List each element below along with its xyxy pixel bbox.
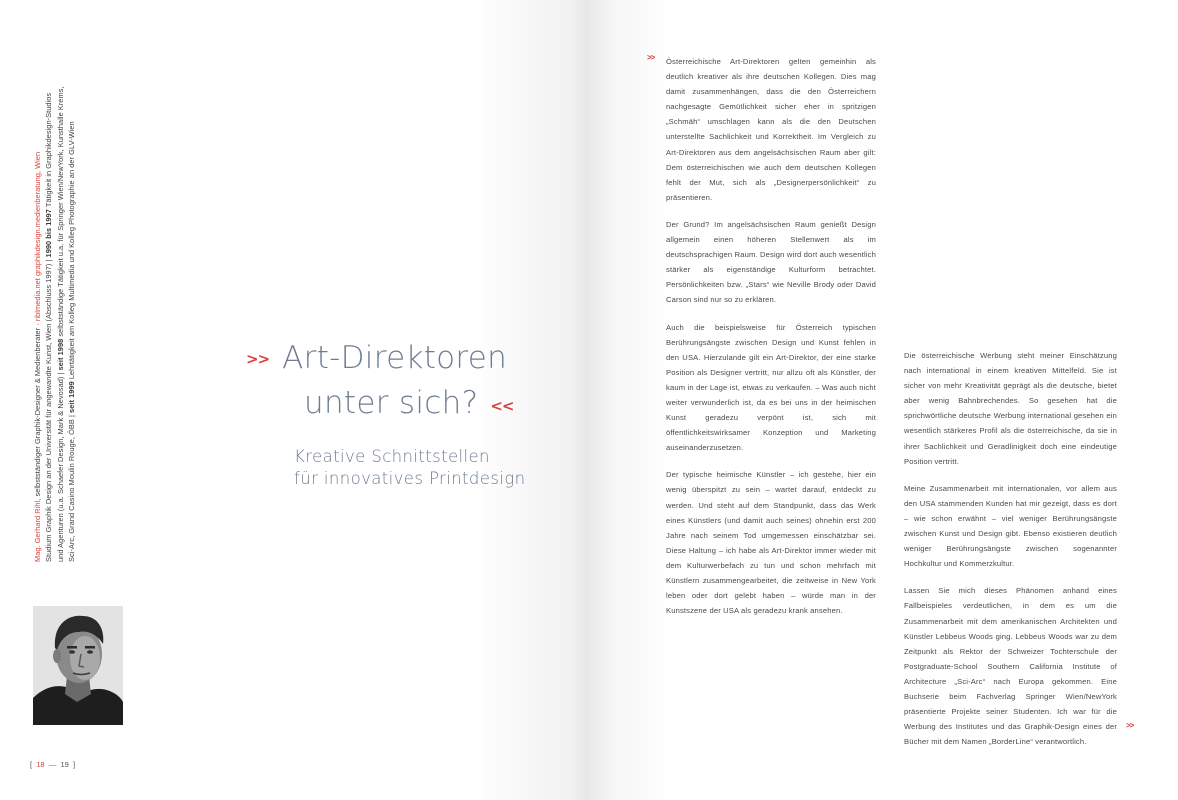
bio-text: Studium Graphik Design an der Universität für angewandte Kunst, Wien (Abschluss 1997) | <box>44 257 54 562</box>
continue-marker-icon: >> <box>1126 721 1134 730</box>
headline-line-2 <box>246 383 586 428</box>
page-numbers <box>30 760 75 769</box>
right-page-number: 19 <box>60 760 69 769</box>
subheadline-line-2: für innovatives Printdesign <box>294 469 526 488</box>
author-portrait <box>33 606 123 725</box>
author-role: selbstständiger Graphik-Designer & Medienberater · <box>33 321 42 499</box>
text-column-left <box>666 54 876 630</box>
bio-year: seit 1999 <box>67 381 77 413</box>
bio-line-4 <box>66 42 77 562</box>
folio-bracket: [ <box>30 760 33 769</box>
chevron-open-icon: >> <box>246 350 270 368</box>
article-headline <box>246 338 586 490</box>
bio-text: Lehrtätigkeit am Kolleg Multimedia und Kolleg Photographie an der GLV-Wien <box>67 121 77 382</box>
bio-line-2 <box>43 42 54 562</box>
bio-year: 1990 bis 1997 <box>44 209 54 258</box>
bio-line-3 <box>55 42 66 562</box>
bio-year: seit 1998 <box>55 338 65 371</box>
paragraph: Österreichische Art-Direktoren gelten gemeinhin als deutlich kreativer als ihre deutschen Kollegen. Dies mag damit zusammenhängen, dass die den Österreichern nachgesagte Gemütlichkeit sicher eher in spritzigen „Schmäh“ umschlagen kann als die den Deutschen unterstellte Sachlichkeit und Korrektheit. Im Vergleich zu Art-Direktoren aus dem angelsächsischen Raum aber gilt: Dem österreichischen wie auch dem deutschen Kollegen fehlt der Mut, sich als „Designerpersönlichkeit“ zu präsentieren. <box>666 57 876 202</box>
subheadline <box>246 446 586 490</box>
left-page-number: 18 <box>36 760 45 769</box>
bio-text: selbstständige Tätigkeit u.a. für Springer Wien/NewYork, Kunsthalle Krems, <box>55 86 65 339</box>
bio-line-1 <box>32 42 43 562</box>
paragraph: Lassen Sie mich dieses Phänomen anhand eines Fallbeispieles verdeutlichen, in dem es um die Zusammenarbeit mit dem amerikanischen Architekten und Künstler Lebbeus Woods ging. Lebbeus Woods war zu dem Zeitpunkt als Rektor der Schweizer Tochterschule der Postgraduate-School Southern California Institute of Architecture „Sci-Arc“ nach Europa gekommen. Eine Buchserie beim Fachverlag Springer Wien/NewYork präsentierte Projekte seiner Studenten. Ich war für die Werbung des Institutes und das Graphik-Design eines der Bücher mit dem Namen „BorderLine“ verantwortlich. <box>904 586 1117 747</box>
paragraph: Die österreichische Werbung steht meiner Einschätzung nach international in einem kreativen Mittelfeld. Sie ist sicher von mehr Kreativität geprägt als die deutsche, bietet aber wenig Bahnbrechendes. So gesehen hat die sprichwörtliche deutsche Werbung international gesehen ein wesentlich stärkeres Profil als die österreichische, da sie in ihrer Sachlichkeit und Geradlinigkeit doch eine eindeutige Position vertritt. <box>904 351 1117 466</box>
paragraph: Der typische heimische Künstler – ich gestehe, hier ein wenig überspitzt zu sein – wartet darauf, entdeckt zu werden. Und steht auf dem Standpunkt, dass das Werk eines Künstlers (und damit auch seines) ohnehin erst 200 Jahre nach seinem Tod umgemessen einschätzbar sei. Diese Haltung – ich habe als Art-Direktor immer wieder mit dem Kulturwerbefach zu tun und schon mehrfach mit Künstlern zusammengearbeitet, die zeitweise in New York leben oder dort gelebt haben – würde man in der Kunstszene der USA als geradezu krank ansehen. <box>666 470 876 616</box>
bio-text: Tätigkeit in Graphikdesign-Studios <box>44 92 54 210</box>
headline-text-2: unter sich? <box>304 385 479 421</box>
bio-text: Sci-Arc, Grand Casino Moulin Rouge, ÖBB | <box>67 412 77 562</box>
portrait-image <box>33 606 123 725</box>
chevron-close-icon: << <box>490 397 514 415</box>
text-column-right <box>904 348 1117 761</box>
headline-text-1: Art-Direktoren <box>282 340 508 376</box>
paragraph: Auch die beispielsweise für Österreich typischen Berührungsängste zwischen Design und Kunst fehlen in den USA. Hierzulande gilt ein Art-Direktor, der eine starke Position als Designer vertritt, nur allzu oft als Künstler, der kaum in der Lage ist, etwas zu verkaufen. – Was auch nicht weiter verwunderlich ist, da es bei uns in der heimischen Kunst geradezu verpönt ist, sich mit öffentlichkeitswirksamer Konzeption und Marketing auseinanderzusetzen. <box>666 322 876 453</box>
author-contact: riblmedia.net graphikdesign.medienberatung, Wien <box>33 151 42 322</box>
paragraph: Meine Zusammenarbeit mit internationalen, vor allem aus den USA stammenden Kunden hat mir gezeigt, dass es dort – wie schon erwähnt – viel weniger Berührungsängste zwischen Kunst und Design gibt. Ebenso existieren deutlich weniger Berührungsängste zwischen sogenannter Hochkultur und Kommerzkultur. <box>904 483 1117 569</box>
author-name: Mag. Gerhard Rihl, <box>33 498 42 562</box>
paragraph-start-marker-icon: >> <box>647 53 655 62</box>
author-bio <box>32 42 78 562</box>
bio-text: und Agenturen (u.a. Schaefer Design, Mark & Nevosad) | <box>55 370 65 562</box>
headline-line-1 <box>246 338 586 383</box>
subheadline-line-1: Kreative Schnittstellen <box>294 447 490 466</box>
paragraph: Der Grund? Im angelsächsischen Raum genießt Design allgemein einen höheren Stellenwert als im deutschsprachigen Raum. Design wird dort auch wesentlich stärker als eigenständige Kulturform betrachtet. Persönlichkeiten bzw. „Stars“ wie Neville Brody oder David Carson sind nur so zu erklären. <box>666 219 876 305</box>
folio-bracket: ] <box>72 760 76 769</box>
folio-dash: — <box>48 760 57 769</box>
